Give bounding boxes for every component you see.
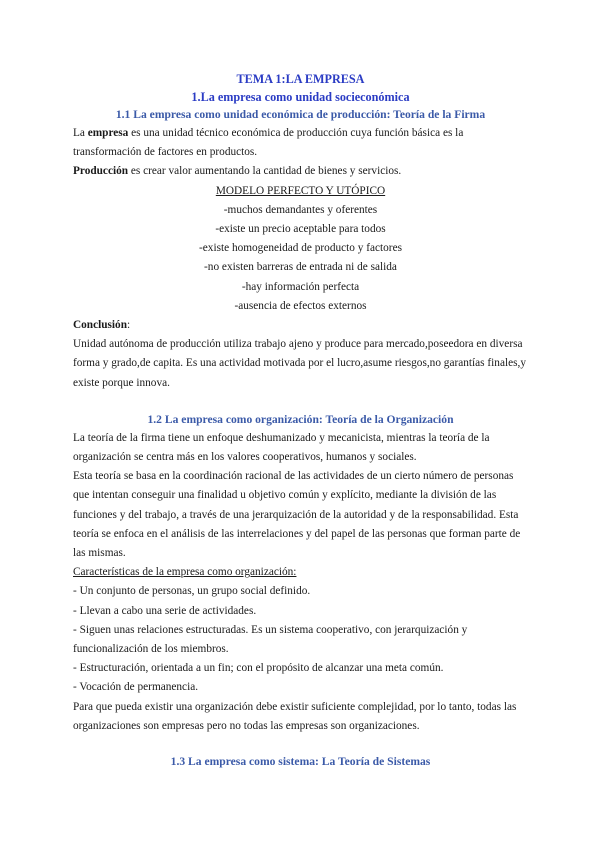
subsection-heading-1-2: [73, 411, 528, 429]
org-paragraph-1: La teoría de la firma tiene un enfoque deshumanizado y mecanicista, mientras la teoría de la organización se centra más en los valores cooperativos, humanos y sociales.: [73, 431, 490, 464]
doc-title: TEMA 1:LA EMPRESA: [236, 72, 365, 86]
empresa-term: empresa: [87, 127, 129, 139]
produccion-definition: [73, 162, 528, 181]
characteristic-item: - Siguen unas relaciones estructuradas. Es un sistema cooperativo, con jerarquización y funcionalización de los miembros.: [73, 623, 468, 656]
characteristic-item: - Un conjunto de personas, un grupo social definido.: [73, 585, 311, 598]
empresa-definition-text: es una unidad técnico económica de producción cuya función básica es la transformación de factores en productos.: [73, 127, 464, 159]
conclusion-label-line: [73, 316, 528, 335]
characteristic-item: - Estructuración, orientada a un fin; con el propósito de alcanzar una meta común.: [73, 662, 444, 675]
produccion-term: Producción: [73, 165, 129, 178]
model-title: MODELO PERFECTO Y UTÓPICO: [215, 184, 386, 197]
section-heading-1: 1.La empresa como unidad socieconómica: [191, 90, 410, 104]
conclusion-label: Conclusión: [73, 319, 127, 332]
org-paragraph-3: Para que pueda existir una organización debe existir suficiente complejidad, por lo tanto, todas las organizaciones son empresas pero no todas las empresas son organizaciones.: [73, 700, 517, 732]
subsection-heading-1-1: [73, 106, 528, 124]
model-item: -existe un precio aceptable para todos: [215, 223, 386, 236]
characteristic-item: - Llevan a cabo una serie de actividades.: [73, 604, 257, 617]
org-paragraph-2: Esta teoría se basa en la coordinación racional de las actividades de un cierto número de personas que intentan conseguir una finalidad u objetivo común y explícito, mediante la división de las funciones y del trabajo, a través de una jerarquización de la autoridad y de la responsabilidad. Esta teoría se enfoca en el análisis de las interrelaciones y del papel de las personas que forman parte de las mismas.: [73, 470, 521, 560]
spacer: [73, 736, 528, 753]
spacer: [73, 393, 528, 411]
characteristics-title: Características de la empresa como organización:: [73, 566, 297, 579]
produccion-definition-text: es crear valor aumentando la cantidad de bienes y servicios.: [128, 165, 402, 178]
model-item: -muchos demandantes y oferentes: [223, 203, 378, 216]
model-item: -hay información perfecta: [241, 280, 360, 293]
characteristic-item: - Vocación de permanencia.: [73, 681, 199, 694]
conclusion-colon: :: [127, 319, 131, 332]
model-item: -no existen barreras de entrada ni de salida: [204, 261, 397, 274]
empresa-definition: [73, 124, 528, 162]
subsection-heading-1-2-text: 1.2 La empresa como organización: Teoría de la Organización: [147, 412, 454, 426]
conclusion-text: Unidad autónoma de producción utiliza trabajo ajeno y produce para mercado,poseedora en diversa forma y grado,de capita. Es una actividad motivada por el lucro,asume riesgos,no garantías finales,y existe porque innova.: [73, 338, 526, 389]
subsection-heading-1-3: [73, 753, 528, 771]
empresa-pre: La: [73, 127, 88, 139]
model-item: -ausencia de efectos externos: [234, 299, 367, 312]
subsection-heading-1-1-text: 1.1 La empresa como unidad económica de producción: Teoría de la Firma: [115, 108, 486, 121]
model-item: -existe homogeneidad de producto y factores: [199, 242, 402, 255]
subsection-heading-1-3-text: 1.3 La empresa como sistema: La Teoría de Sistemas: [170, 755, 431, 769]
